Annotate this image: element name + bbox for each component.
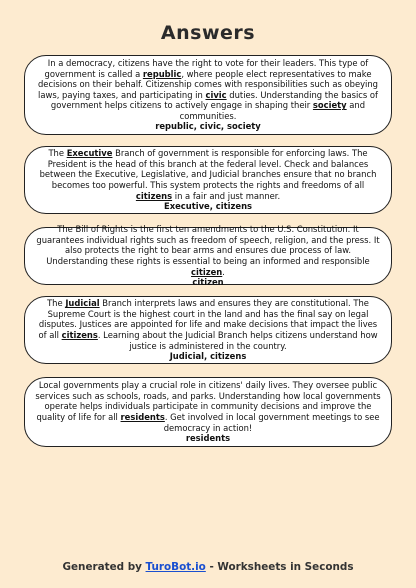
answer-word: citizens <box>135 190 173 201</box>
answer-word: Judicial <box>65 298 100 309</box>
answer-word: republic <box>142 68 182 79</box>
turobot-link[interactable]: TuroBot.io <box>145 561 206 573</box>
page-title: Answers <box>160 22 256 44</box>
answer-key: residents <box>185 433 231 444</box>
passage-card <box>24 377 392 447</box>
answer-word: society <box>312 100 347 111</box>
passage-text: The Executive Branch of government is responsible for enforcing laws. The President is the head of this branch at the federal level. Check and balances between the Executive, Legislative, and Judicial branches ensure that no branch becomes too powerful. This system protects the rights and freedoms of all citizens in a fair and just manner. <box>39 148 377 201</box>
passage-card <box>24 224 392 288</box>
passage-text: The Bill of Rights is the first ten amendments to the U.S. Constitution. It guarantees individual rights such as freedom of speech, religion, and the press. It also protects the right to bear arms and ensures due process of law. Understanding these rights is essential to being an informed and responsible citizen. <box>36 224 380 277</box>
footer: Generated by TuroBot.io - Worksheets in Seconds <box>62 561 354 573</box>
passage-card <box>24 55 392 135</box>
answer-key: Judicial, citizens <box>169 351 247 362</box>
passage-text: Local governments play a crucial role in citizens' daily lives. They oversee public services such as schools, roads, and parks. Understanding how local governments operate helps individuals participate in community decisions and improve the quality of life for all residents. Get involved in local government meetings to see democracy in action! <box>35 380 381 433</box>
passage-card <box>24 146 392 214</box>
answer-word: citizens <box>61 330 98 340</box>
passage-text: The Judicial Branch interprets laws and ensures they are constitutional. The Supreme Court is the highest court in the land and has the final say on legal disputes. Justices are appointed for life and make decisions that impact the lives of all citizens. Learning about the Judicial Branch helps citizens understand how justice is administered in the country. <box>38 298 378 351</box>
passage-card <box>24 296 392 364</box>
answer-word: Executive <box>66 148 113 159</box>
passage-text: In a democracy, citizens have the right to vote for their leaders. This type of government is called a republic, where people elect representatives to make decisions on their behalf. Citizenship comes with responsibilities such as obeying laws, paying taxes, and participating in civic duties. Understanding the basics of government helps citizens to actively engage in shaping their society and communities. <box>37 57 379 121</box>
answer-word: civic <box>205 89 227 100</box>
answer-word: citizen <box>191 266 223 277</box>
answer-word: residents <box>120 412 165 422</box>
answer-key: republic, civic, society <box>155 121 261 132</box>
answer-key: citizen <box>192 277 224 288</box>
answer-key: Executive, citizens <box>163 201 253 212</box>
